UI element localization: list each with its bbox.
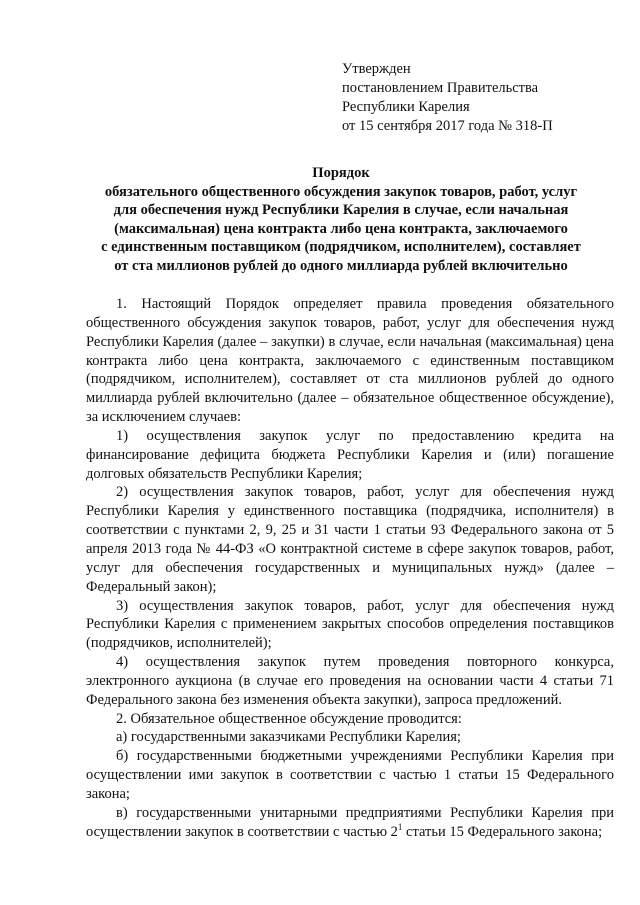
paragraph-1: 1. Настоящий Порядок определяет правила проведения обязательного общественного обсуждения закупок товаров, работ, услуг для обеспечения нужд Республики Карелия (далее – закупки) в случае, если начальная (максимальная) цена контракта либо цена контракта, заключаемого с единственным поставщиком (подрядчиком, исполнителем), составляет от ста миллионов рублей до одного миллиарда рублей включительно (далее – обязательное общественное обсуждение), за исключением случаев:	[86, 296, 614, 426]
paragraph-exception-3: 3) осуществления закупок товаров, работ, услуг для обеспечения нужд Республики Карелия с применением закрытых способов определения поставщиков (подрядчиков, исполнителей);	[86, 597, 614, 652]
document-title	[60, 164, 622, 276]
paragraph-2: 2. Обязательное общественное обсуждение проводится:	[116, 710, 462, 727]
title-line: Порядок	[312, 165, 370, 181]
paragraph-exception-4: 4) осуществления закупок путем проведения повторного конкурса, электронного аукциона (в случае его проведения на основании части 4 статьи 71 Федерального закона без изменения объекта закупки), запроса предложений.	[86, 654, 614, 708]
approval-line: Республики Карелия	[342, 99, 470, 115]
paragraph-2-v-text: в) государственными унитарными предприятиями Республики Карелия при осуществлении закупок в соответствии с частью 2	[86, 804, 614, 840]
paragraph-2-v	[86, 804, 614, 842]
approval-line: постановлением Правительства	[342, 80, 539, 96]
approval-date-line: от 15 сентября 2017 года № 318-П	[342, 118, 553, 134]
title-line: от ста миллионов рублей до одного миллиарда рублей включительно	[114, 257, 568, 274]
approval-line: Утвержден	[342, 61, 411, 77]
document-body	[86, 295, 614, 841]
paragraph-2-a: а) государственными заказчиками Республики Карелия;	[116, 729, 461, 746]
paragraph-exception-1: 1) осуществления закупок услуг по предоставлению кредита на финансирование дефицита бюджета Республики Карелия и (или) погашение долговых обязательств Республики Карелия;	[86, 427, 614, 482]
superscript: 1	[397, 821, 403, 832]
title-line: (максимальная) цена контракта либо цена контракта, заключаемого	[114, 220, 568, 237]
title-line: обязательного общественного обсуждения закупок товаров, работ, услуг	[104, 183, 578, 200]
title-line: с единственным поставщиком (подрядчиком, исполнителем), составляет	[101, 239, 581, 256]
title-line: для обеспечения нужд Республики Карелия в случае, если начальная	[113, 202, 569, 219]
approval-block	[342, 60, 553, 136]
paragraph-exception-2: 2) осуществления закупок товаров, работ, услуг для обеспечения нужд Республики Карелия у единственного поставщика (подрядчика, исполнителя) в соответствии с пунктами 2, 9, 25 и 31 части 1 статьи 93 Федерального закона от 5 апреля 2013 года № 44-ФЗ «О контрактной системе в сфере закупок товаров, работ, услуг для обеспечения государственных и муниципальных нужд» (далее – Федеральный закон);	[86, 484, 614, 595]
paragraph-2-v-tail: статьи 15 Федерального закона;	[402, 823, 603, 840]
paragraph-2-b: б) государственными бюджетными учреждениями Республики Карелия при осуществлении ими закупок в соответствии с частью 1 статьи 15 Федерального закона;	[86, 748, 614, 802]
